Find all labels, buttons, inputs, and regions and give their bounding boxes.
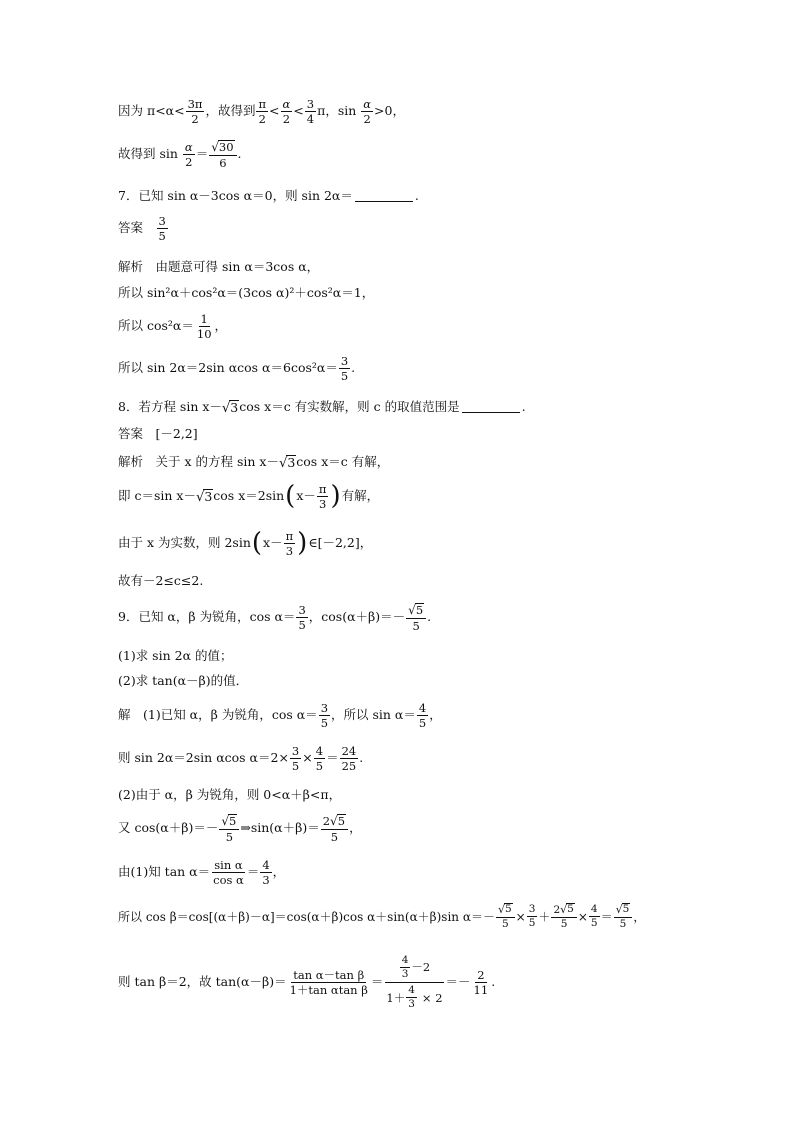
fraction: $\frac{24}{25}$ <box>341 744 357 774</box>
fraction: √ 5 5 <box>219 814 239 843</box>
line-21: 又 cos(α＋β)＝－ √ 5 5 ⇒sin(α＋β)＝ 2 √ 5 5 ， <box>118 813 362 844</box>
fraction: $\frac{4}{5}$ <box>590 902 598 929</box>
line-13: 由于 x 为实数，则 2sin ( x－ $\frac{\pi}{3}$ ) ∈[－2,2]， <box>118 528 373 559</box>
square-root: √ 5 <box>408 602 424 617</box>
answer-blank <box>462 401 520 413</box>
line-16: (1)求 sin 2α 的值； <box>118 648 233 663</box>
fraction: $\frac{3}{5}$ <box>320 701 329 731</box>
fraction: $\frac{4}{3}$ <box>401 954 409 981</box>
fraction: $\frac{\text{tan α－tan β}}{\text{1＋tan αtan β}}$ <box>289 967 368 998</box>
line-11: 解析 关于 x 的方程 sin x－ √ 3 cos x＝c 有解， <box>118 454 390 471</box>
square-root: √ 3 <box>278 455 296 471</box>
line-22: 由(1)知 tan α＝ $\frac{\text{sin α}}{\text{cos α}}$ ＝ $\frac{4}{3}$ ， <box>118 858 286 888</box>
line-24: 则 tan β＝2，故 tan(α－β)＝ $\frac{\text{tan α－tan β}}{\text{1＋tan αtan β}}$ ＝ $\frac{4}{3}$ －2 1＋ $\frac{4}{3}$ × 2 ＝－ $\frac{2}{11}$ . <box>118 954 496 1011</box>
fraction: √ 5 5 <box>614 903 633 930</box>
square-root: √ 5 <box>330 813 346 828</box>
fraction: $\frac{3\pi}{2}$ <box>187 97 203 127</box>
line-q9: 9．已知 α，β 为锐角，cos α＝ $\frac{3}{5}$ ，cos(α＋β)＝－ √ 5 5 . <box>118 602 432 633</box>
line-q8: 8．若方程 sin x－ √ 3 cos x＝c 有实数解，则 c 的取值范围是 . <box>118 399 526 416</box>
line-8: 所以 sin 2α＝2sin αcos α＝6cos²α＝ $\frac{3}{5}$ . <box>118 354 356 384</box>
fraction: $\frac{1}{10}$ <box>196 312 212 342</box>
square-root: √ 5 <box>615 902 630 916</box>
fraction: $\frac{3}{5}$ <box>291 744 300 774</box>
line-answer-8: 答案 [－2,2] <box>118 426 198 441</box>
fraction: $\frac{3}{5}$ <box>340 354 349 384</box>
square-root: √ 3 <box>221 400 239 416</box>
fraction: 2 √ 5 5 <box>551 903 576 930</box>
line-q7: 7．已知 sin α－3cos α＝0，则 sin 2α＝ . <box>118 188 419 203</box>
fraction: $\frac{3}{5}$ <box>528 902 536 929</box>
fraction: $\frac{3}{5}$ <box>158 214 166 244</box>
line-14: 故有－2≤c≤2. <box>118 573 204 588</box>
fraction: $\frac{\pi}{3}$ <box>318 482 327 512</box>
fraction: √ 5 5 <box>496 903 515 930</box>
fraction: $\frac{3}{5}$ <box>298 602 306 632</box>
square-root: √ 5 <box>497 902 512 916</box>
line-18: 解 (1)已知 α，β 为锐角，cos α＝ $\frac{3}{5}$ ，所以 sin α＝ $\frac{4}{5}$ ， <box>118 701 442 731</box>
line-23: 所以 cos β＝cos[(α＋β)－α]＝cos(α＋β)cos α＋sin(α＋β)sin α＝－ √ 5 5 × $\frac{3}{5}$ ＋ 2 √ 5 5 × $\frac{4}{5}$ ＝ √ 5 5 ， <box>118 902 646 930</box>
fraction: $\frac{\text{sin α}}{\text{cos α}}$ <box>213 858 244 888</box>
fraction: $\frac{4}{3}$ <box>262 858 270 888</box>
fraction: $\frac{3}{4}$ <box>306 97 315 127</box>
fraction: $\frac{\alpha}{2}$ <box>363 97 372 127</box>
square-root: √ 30 <box>211 139 234 154</box>
square-root: √ 5 <box>221 813 237 828</box>
line-5: 解析 由题意可得 sin α＝3cos α， <box>118 259 320 274</box>
fraction: $\frac{4}{3}$ <box>408 984 415 1011</box>
fraction: $\frac{\pi}{2}$ <box>258 97 267 127</box>
line-1: 因为 π<α< $\frac{3\pi}{2}$ ，故得到 $\frac{\pi}{2}$ < $\frac{\alpha}{2}$ < $\frac{3}{4}$ π，sin $\frac{\alpha}{2}$ >0， <box>118 97 405 127</box>
line-answer-7: 答案 $\frac{3}{5}$ <box>118 214 166 244</box>
fraction: $\frac{4}{5}$ <box>418 701 427 731</box>
line-17: (2)求 tan(α－β)的值． <box>118 673 249 688</box>
square-root: √ 5 <box>560 902 574 916</box>
fraction: $\frac{2}{11}$ <box>473 967 489 998</box>
line-6: 所以 sin²α＋cos²α＝(3cos α)²＋cos²α＝1， <box>118 285 375 300</box>
line-7: 所以 cos²α＝ $\frac{1}{10}$ ， <box>118 312 228 342</box>
fraction: $\frac{\pi}{3}$ <box>285 529 294 559</box>
line-2: 故得到 sin $\frac{\alpha}{2}$ ＝ √ 30 6 . <box>118 139 242 170</box>
square-root: √ 3 <box>195 489 213 505</box>
answer-blank <box>355 190 413 202</box>
line-19: 则 sin 2α＝2sin αcos α＝2× $\frac{3}{5}$ × $\frac{4}{5}$ ＝ $\frac{24}{25}$ . <box>118 744 364 774</box>
fraction: $\frac{\alpha}{2}$ <box>282 97 291 127</box>
fraction: √ 5 5 <box>406 603 426 632</box>
fraction: $\frac{4}{5}$ <box>315 744 324 774</box>
line-12: 即 c＝sin x－ √ 3 cos x＝2sin ( x－ $\frac{\pi}{3}$ ) 有解， <box>118 481 380 512</box>
fraction: √ 30 6 <box>209 140 236 169</box>
complex-fraction: $\frac{4}{3}$ －2 1＋ $\frac{4}{3}$ × 2 <box>386 954 443 1011</box>
line-20: (2)由于 α，β 为锐角，则 0<α＋β<π， <box>118 787 342 802</box>
fraction: $\frac{\alpha}{2}$ <box>184 139 193 169</box>
fraction: 2 √ 5 5 <box>321 814 348 843</box>
